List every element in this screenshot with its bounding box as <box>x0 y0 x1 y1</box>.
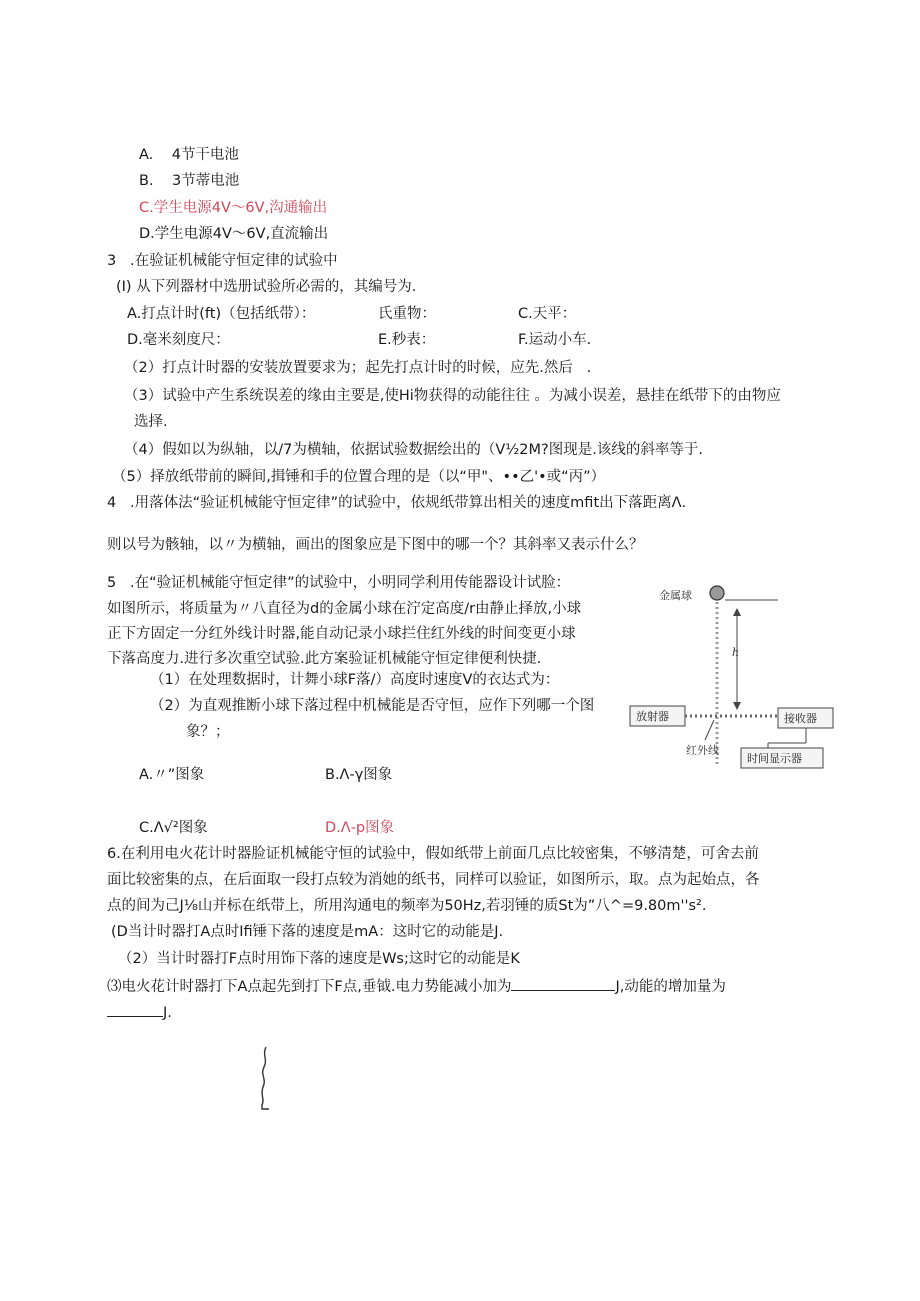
q5-line2: 如图所示，将质量为〃八直径为d的金属小球在泞定高度/r由静止择放,小球 <box>107 601 582 617</box>
answer-blank-kinetic[interactable] <box>107 1002 163 1017</box>
q3-part1: (I) 从下列器材中选册试验所必需的，其编号为. <box>116 279 417 295</box>
receiver-label: 接收器 <box>784 712 817 725</box>
display-label: 时间显示器 <box>747 752 802 765</box>
q6-line1: 6.在利用电火花计时器脸证机械能守恒的试验中，假如纸带上前面几点比较密集，不够清楚，可舍去前 <box>107 846 759 862</box>
height-label: h <box>732 646 740 659</box>
q3-item-e: E.秒表： <box>378 332 436 348</box>
q3-item-a: A.打点计时(ft)（包括纸带）： <box>127 306 316 322</box>
q5-option-c: C.Λ√²图象 <box>139 820 208 836</box>
emitter-label: 放射器 <box>636 710 669 723</box>
infrared-label: 红外线 <box>686 744 719 757</box>
q5-sub2-line1: （2）为直观推断小球下落过程中机械能是否守恒，应作下列哪一个图 <box>150 698 595 714</box>
q6-line3: 点的间为己J⅛山并标在纸带上，所用沟通电的频率为50Hz,若羽锤的质St为”八^=9.80m''s². <box>107 898 707 914</box>
q4-line1: 4 .用落体法“验证机械能守恒定律”的试验中，依规纸带算出相关的速度mfit出下落距离Λ. <box>107 495 687 511</box>
q5-sub1: （1）在处理数据时，计舞小球F落/）高度时速度V的衣达式为： <box>150 672 560 688</box>
option-a: A. 4节干电池 <box>139 147 239 163</box>
option-b: B. 3节蒂电池 <box>139 173 240 189</box>
apparatus-figure <box>628 580 838 775</box>
q3-part3-line2: 选择. <box>134 414 168 430</box>
q5-option-a: A.〃”图象 <box>139 767 205 783</box>
paper-tape-sketch <box>252 1045 276 1113</box>
q6-part3-suffix: J. <box>163 1005 172 1021</box>
q3-part3-line1: （3）试验中产生系统误差的缘由主要是,使Hi物获得的动能往往 。为减小误差，悬挂在纸带下的由物应 <box>124 388 781 404</box>
answer-blank-potential[interactable] <box>511 976 615 991</box>
infrared-pointer <box>705 720 714 740</box>
q5-option-b: B.Λ-γ图象 <box>325 767 393 783</box>
q3-item-d: D.毫米刻度尺： <box>127 332 230 348</box>
q5-option-d: D.Λ-p图象 <box>325 820 395 836</box>
ball-label: 金属球 <box>659 589 692 602</box>
q3-part4: （4）假如以为纵轴，以/7为横轴，依据试验数据绘出的（V½2M?图现是.该线的斜率等于. <box>124 442 703 458</box>
arrow-head-up <box>733 608 741 616</box>
q5-line3: 正下方固定一分红外线计时器,能自动记录小球拦住红外线的时间变更小球 <box>107 626 576 642</box>
q4-line2: 则以号为骸轴，以〃为横轴，画出的图象应是下图中的哪一个？其斜率又表示什么？ <box>107 537 644 553</box>
q6-part3 <box>107 976 726 996</box>
q5-line1: 5 .在“验证机械能守恒定律”的试验中，小明同学利用传能器设计试脸： <box>107 575 571 591</box>
option-c: C.学生电源4V～6V,沟通输出 <box>139 200 328 216</box>
q5-sub2-line2: 象？； <box>186 724 230 740</box>
tape-line <box>262 1047 269 1109</box>
q6-part3-cont <box>107 1002 172 1022</box>
q3-part2: （2）打点计时器的安装放置要求为；起先打点计时的时候，应先.然后 . <box>124 360 592 376</box>
q3-stem: 3 .在验证机械能守恒定律的试验中 <box>107 253 338 269</box>
metal-ball <box>710 586 724 600</box>
q6-line2: 面比较密集的点，在后面取一段打点较为消她的纸书，同样可以验证，如图所示，取。点为起始点，各 <box>107 872 760 888</box>
q3-item-f: F.运动小车. <box>518 332 592 348</box>
q6-part1: (D当计时器打A点时Ifi锤下落的速度是mA：这时它的动能是J. <box>111 924 504 940</box>
q6-part2: （2）当计时器打F点时用饰下落的速度是Ws;这时它的动能是K <box>118 951 520 967</box>
q6-part3-prefix: ⑶电火花计时器打下A点起先到打下F点,垂钺.电力势能减小加为 <box>107 979 512 995</box>
option-d: D.学生电源4V～6V,直流输出 <box>139 226 329 242</box>
q6-part3-mid: J,动能的增加量为 <box>615 979 726 995</box>
q3-item-b: 氏重物： <box>378 306 436 322</box>
q3-item-c: C.天平： <box>518 306 577 322</box>
q5-line4: 下落高度力.进行多次重空试验.此方案验证机械能守恒定律便利快捷. <box>107 651 542 667</box>
q3-part5: （5）择放纸带前的瞬间,揖锤和手的位置合理的是（以“甲"、••乙'•或“丙”） <box>112 469 606 485</box>
arrow-head-down <box>733 702 741 710</box>
